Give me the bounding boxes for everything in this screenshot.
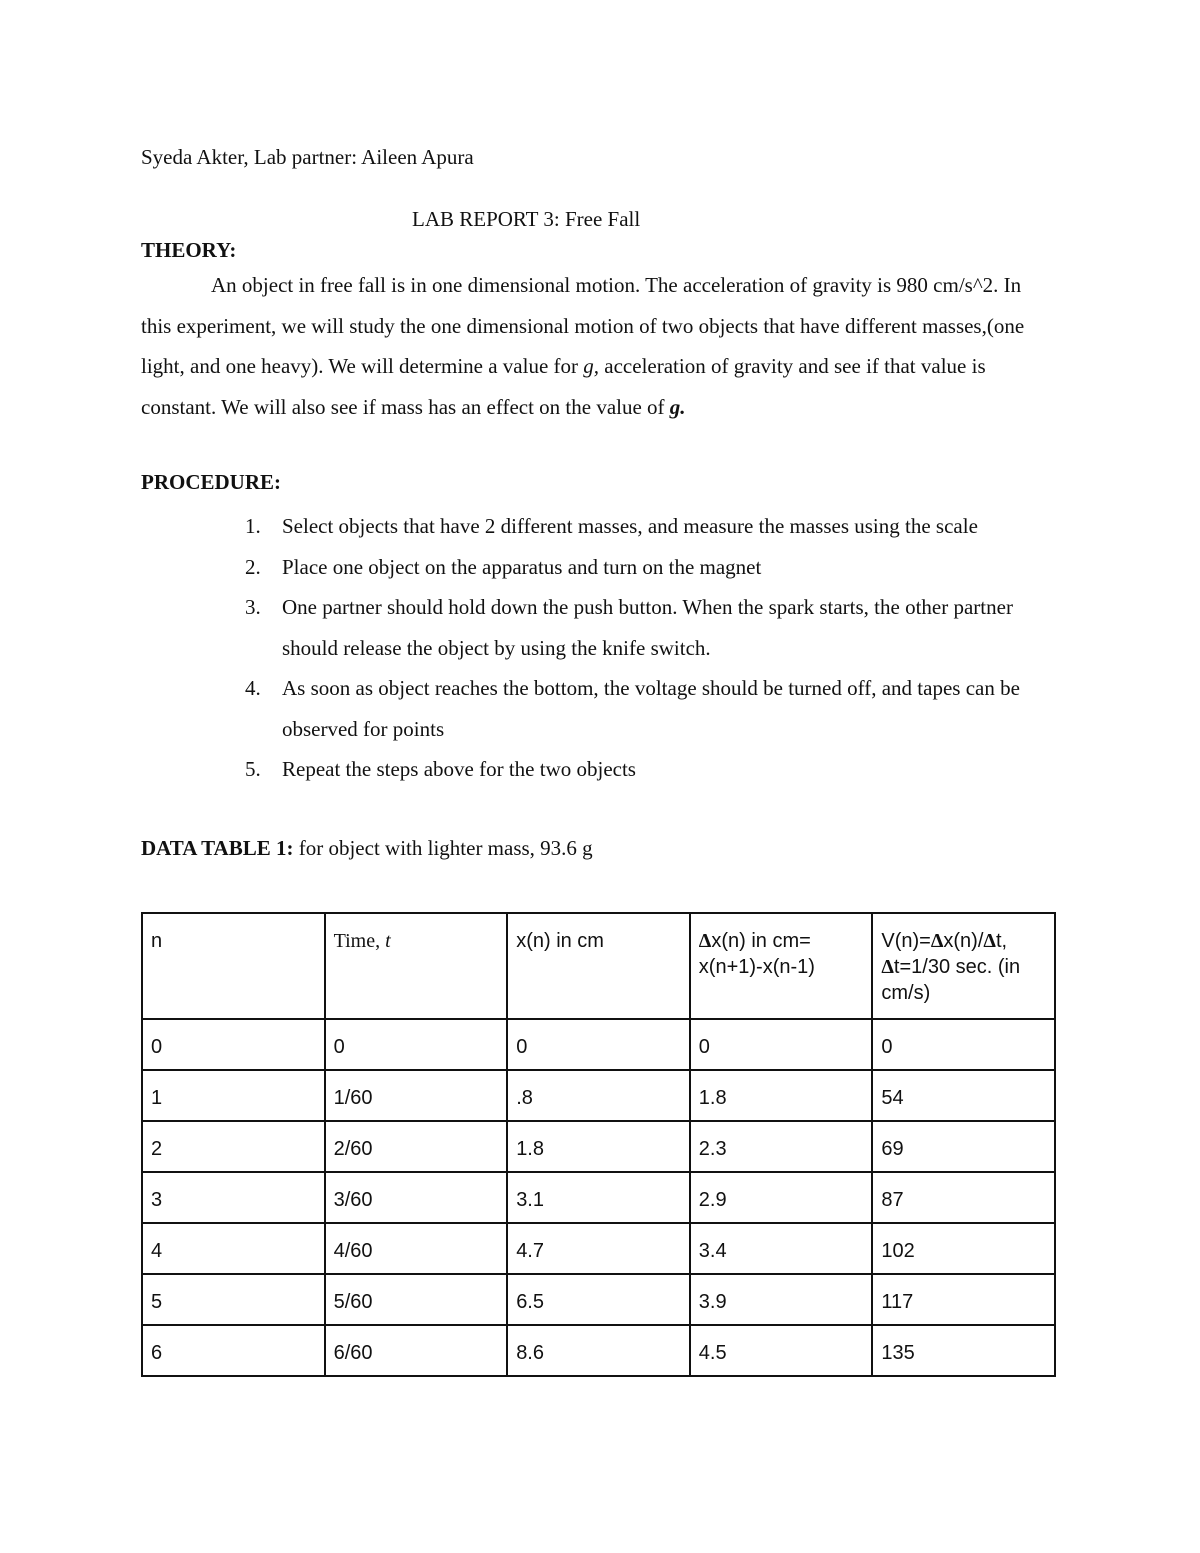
cell-n: 5 <box>142 1274 325 1325</box>
data-table-caption <box>141 833 593 863</box>
cell-time: 4/60 <box>325 1223 508 1274</box>
cell-time: 2/60 <box>325 1121 508 1172</box>
header-n: n <box>142 913 325 1019</box>
step-number: 1. <box>245 514 261 538</box>
table-row <box>142 1019 1055 1070</box>
procedure-steps-list <box>141 506 1056 790</box>
cell-n: 3 <box>142 1172 325 1223</box>
cell-xn: 1.8 <box>507 1121 690 1172</box>
step-text: Place one object on the apparatus and turn on the magnet <box>282 554 762 579</box>
header-dx <box>690 913 873 1019</box>
procedure-heading: PROCEDURE: <box>141 470 281 494</box>
table-row <box>142 1172 1055 1223</box>
delta-symbol: Δ <box>698 930 712 952</box>
table-header-row <box>142 913 1055 1019</box>
cell-dx: 4.5 <box>690 1325 873 1376</box>
cell-time: 1/60 <box>325 1070 508 1121</box>
theory-g-symbol-2: g. <box>669 394 686 419</box>
step-number: 3. <box>245 595 261 619</box>
header-xn: x(n) in cm <box>507 913 690 1019</box>
cell-velocity: 54 <box>872 1070 1055 1121</box>
cell-time: 5/60 <box>325 1274 508 1325</box>
cell-xn: 6.5 <box>507 1274 690 1325</box>
theory-text-2: acceleration of gravity and see if that value is constant. We will also see if mass has an effect on the value of <box>141 354 986 419</box>
header-dx-line1: x(n) in cm= <box>711 930 811 952</box>
cell-xn: 0 <box>507 1019 690 1070</box>
procedure-step <box>141 668 1056 749</box>
cell-n: 0 <box>142 1019 325 1070</box>
delta-symbol: Δ <box>930 930 944 952</box>
data-table-caption-text: for object with lighter mass, 93.6 g <box>293 836 593 860</box>
theory-g-symbol-1: g, <box>583 354 600 378</box>
table-row <box>142 1121 1055 1172</box>
step-text: One partner should hold down the push button. When the spark starts, the other partner should release the object by using the knife switch. <box>282 595 1013 660</box>
theory-heading: THEORY: <box>141 238 237 262</box>
step-number: 4. <box>245 676 261 700</box>
cell-n: 4 <box>142 1223 325 1274</box>
cell-time: 0 <box>325 1019 508 1070</box>
cell-xn: 4.7 <box>507 1223 690 1274</box>
header-v-line2: t=1/30 sec. (in cm/s) <box>881 956 1021 1004</box>
step-number: 5. <box>245 757 261 781</box>
header-v-end: t, <box>995 930 1008 952</box>
cell-dx: 2.3 <box>690 1121 873 1172</box>
step-text: As soon as object reaches the bottom, the voltage should be turned off, and tapes can be observed for points <box>282 676 1020 741</box>
table-row <box>142 1325 1055 1376</box>
step-text: Select objects that have 2 different masses, and measure the masses using the scale <box>282 514 978 538</box>
cell-velocity: 135 <box>872 1325 1055 1376</box>
header-v-mid: x(n)/ <box>943 930 984 952</box>
step-text: Repeat the steps above for the two objects <box>282 757 636 781</box>
report-title: LAB REPORT 3: Free Fall <box>412 207 641 231</box>
header-time-var: t <box>385 930 391 952</box>
theory-text-1: An object in free fall is in one dimensional motion. The acceleration of gravity is 980 cm/s^2. In this experiment, we will study the one dimensional motion of two objects that have different masses,(one light, and one heavy). We will determine a value for <box>141 273 1025 378</box>
table-row <box>142 1274 1055 1325</box>
cell-velocity: 117 <box>872 1274 1055 1325</box>
table-row <box>142 1070 1055 1121</box>
procedure-step <box>141 547 1056 588</box>
header-v-prefix: V(n)= <box>881 930 931 952</box>
delta-symbol: Δ <box>881 956 894 978</box>
cell-n: 1 <box>142 1070 325 1121</box>
theory-paragraph <box>141 265 1056 427</box>
cell-velocity: 69 <box>872 1121 1055 1172</box>
header-time <box>325 913 508 1019</box>
cell-n: 6 <box>142 1325 325 1376</box>
header-dx-line2: x(n+1)-x(n-1) <box>698 956 815 978</box>
step-number: 2. <box>245 554 261 579</box>
procedure-step <box>141 506 1056 547</box>
data-table-1 <box>141 912 1056 1377</box>
cell-time: 6/60 <box>325 1325 508 1376</box>
delta-symbol: Δ <box>983 930 996 952</box>
procedure-step <box>141 749 1056 790</box>
cell-xn: 3.1 <box>507 1172 690 1223</box>
cell-xn: 8.6 <box>507 1325 690 1376</box>
table-row <box>142 1223 1055 1274</box>
header-time-prefix: Time, <box>333 930 386 952</box>
data-table-caption-label: DATA TABLE 1: <box>141 836 294 860</box>
header-velocity <box>872 913 1055 1019</box>
cell-time: 3/60 <box>325 1172 508 1223</box>
author-line: Syeda Akter, Lab partner: Aileen Apura <box>141 145 474 169</box>
cell-dx: 3.4 <box>690 1223 873 1274</box>
cell-dx: 3.9 <box>690 1274 873 1325</box>
procedure-step <box>141 587 1056 668</box>
cell-dx: 2.9 <box>690 1172 873 1223</box>
cell-velocity: 0 <box>872 1019 1055 1070</box>
cell-velocity: 102 <box>872 1223 1055 1274</box>
cell-xn: .8 <box>507 1070 690 1121</box>
cell-dx: 1.8 <box>690 1070 873 1121</box>
cell-n: 2 <box>142 1121 325 1172</box>
cell-velocity: 87 <box>872 1172 1055 1223</box>
cell-dx: 0 <box>690 1019 873 1070</box>
